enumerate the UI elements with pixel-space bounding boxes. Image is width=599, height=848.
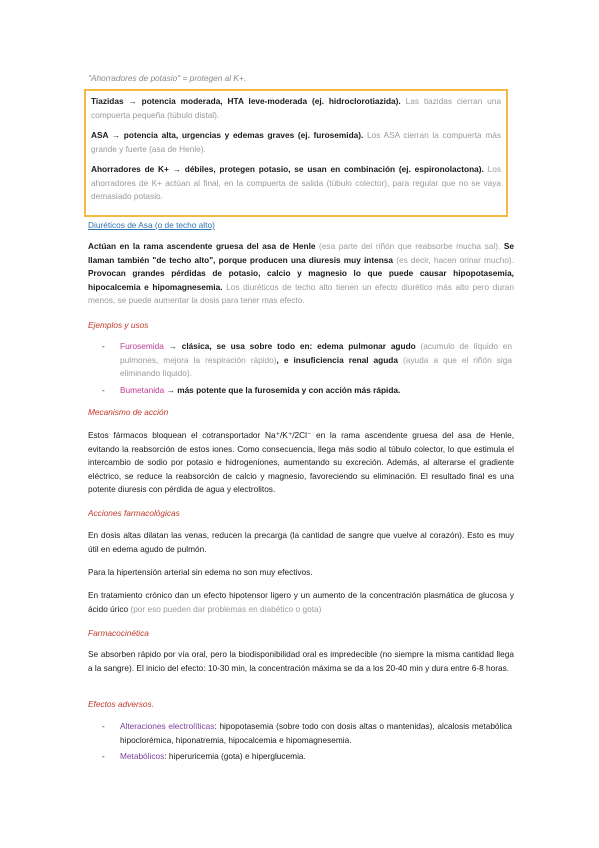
intro-note: "Ahorradores de potasio" = protegen al K+.	[88, 73, 247, 83]
list-item-furosemida: - Furosemida → clásica, se usa sobre todo en: edema pulmonar agudo (acumulo de líquido en pulmones, mejora la respiración rápido), e insuficiencia renal aguda (ayuda a que el riñón siga eliminando líquido).	[102, 341, 512, 378]
paragraph-acciones-2: Para la hipertensión arterial sin edema no son muy efectivos.	[88, 567, 313, 577]
heading-farmacocinetica: Farmacocinética	[88, 628, 149, 638]
heading-ejemplos: Ejemplos y usos	[88, 320, 149, 330]
paragraph-farmacocinetica: Se absorben rápido por vía oral, pero la biodisponibilidad oral es impredecible (no siempre la misma cantidad llega a la sangre). El inicio del efecto: 10-30 min, la concentración máxima se da a los 20-40 min y dura entre 6-8 horas.	[88, 649, 514, 673]
paragraph-mecanismo: Estos fármacos bloquean el cotransportador Na⁺/K⁺/2Cl⁻ en la rama ascendente gruesa del asa de Henle, evitando la reabsorción de estos iones. Como consecuencia, llega más sodio al túbulo colector, lo que estimula el intercambio de sodio por potasio e hidrogeniones, aumentando su excreción. Además, al alterarse el gradiente eléctrico, se reduce la reabsorción de calcio y magnesio, favoreciendo su eliminación. El resultado final es una potente diuresis con pérdida de agua y electrolitos.	[88, 430, 514, 494]
box-paragraph-asa: ASA → potencia alta, urgencias y edemas graves (ej. furosemida). Los ASA cierran la compuerta más grande y fuerte (asa de Henle).	[91, 130, 501, 154]
paragraph-acciones-1: En dosis altas dilatan las venas, reducen la precarga (la cantidad de sangre que vuelve al corazón). Esto es muy útil en edema agudo de pulmón.	[88, 530, 514, 554]
paragraph-asa: Actúan en la rama ascendente gruesa del asa de Henle (esa parte del riñón que reabsorbe mucha sal). Se llaman también "de techo alto", porque producen una diuresis muy intensa (es decir, hacen orinar mucho). Provocan grandes pérdidas de potasio, calcio y magnesio lo que puede causar hipopotasemia, hipocalcemia e hipomagnesemia. Los diuréticos de techo alto tienen un efecto diurético más alto pero duran menos, se puede aumentar la dosis para tener mas efecto.	[88, 241, 515, 305]
heading-acciones: Acciones farmacológicas	[88, 508, 180, 518]
heading-efectos: Efectos adversos.	[88, 699, 154, 709]
heading-mecanismo: Mecanismo de acción	[88, 407, 169, 417]
paragraph-acciones-3: En tratamiento crónico dan un efecto hipotensor ligero y un aumento de la concentración plasmática de glucosa y ácido úrico (por eso pueden dar problemas en diabético o gota)	[88, 590, 514, 614]
box-paragraph-tiazidas: Tiazidas → potencia moderada, HTA leve-moderada (ej. hidroclorotiazida). Las tiazidas cierran una compuerta pequeña (túbulo distal).	[91, 96, 502, 120]
section-heading-asa: Diuréticos de Asa (o de techo alto)	[88, 220, 215, 230]
list-item-electroliticas: - Alteraciones electrolíticas: hipopotasemia (sobre todo con dosis altas o mantenidas), alcalosis metabólica hipoclorémica, hiponatremia, hipocalcemia e hipomagnesemia.	[102, 721, 512, 745]
box-paragraph-ahorradores: Ahorradores de K+ → débiles, protegen potasio, se usan en combinación (ej. espironolactona). Los ahorradores de K+ actúan al final, en la compuerta de salida (túbulo colector), para regular que no se vaya demasiado potasio.	[91, 164, 501, 201]
summary-box	[84, 89, 508, 217]
